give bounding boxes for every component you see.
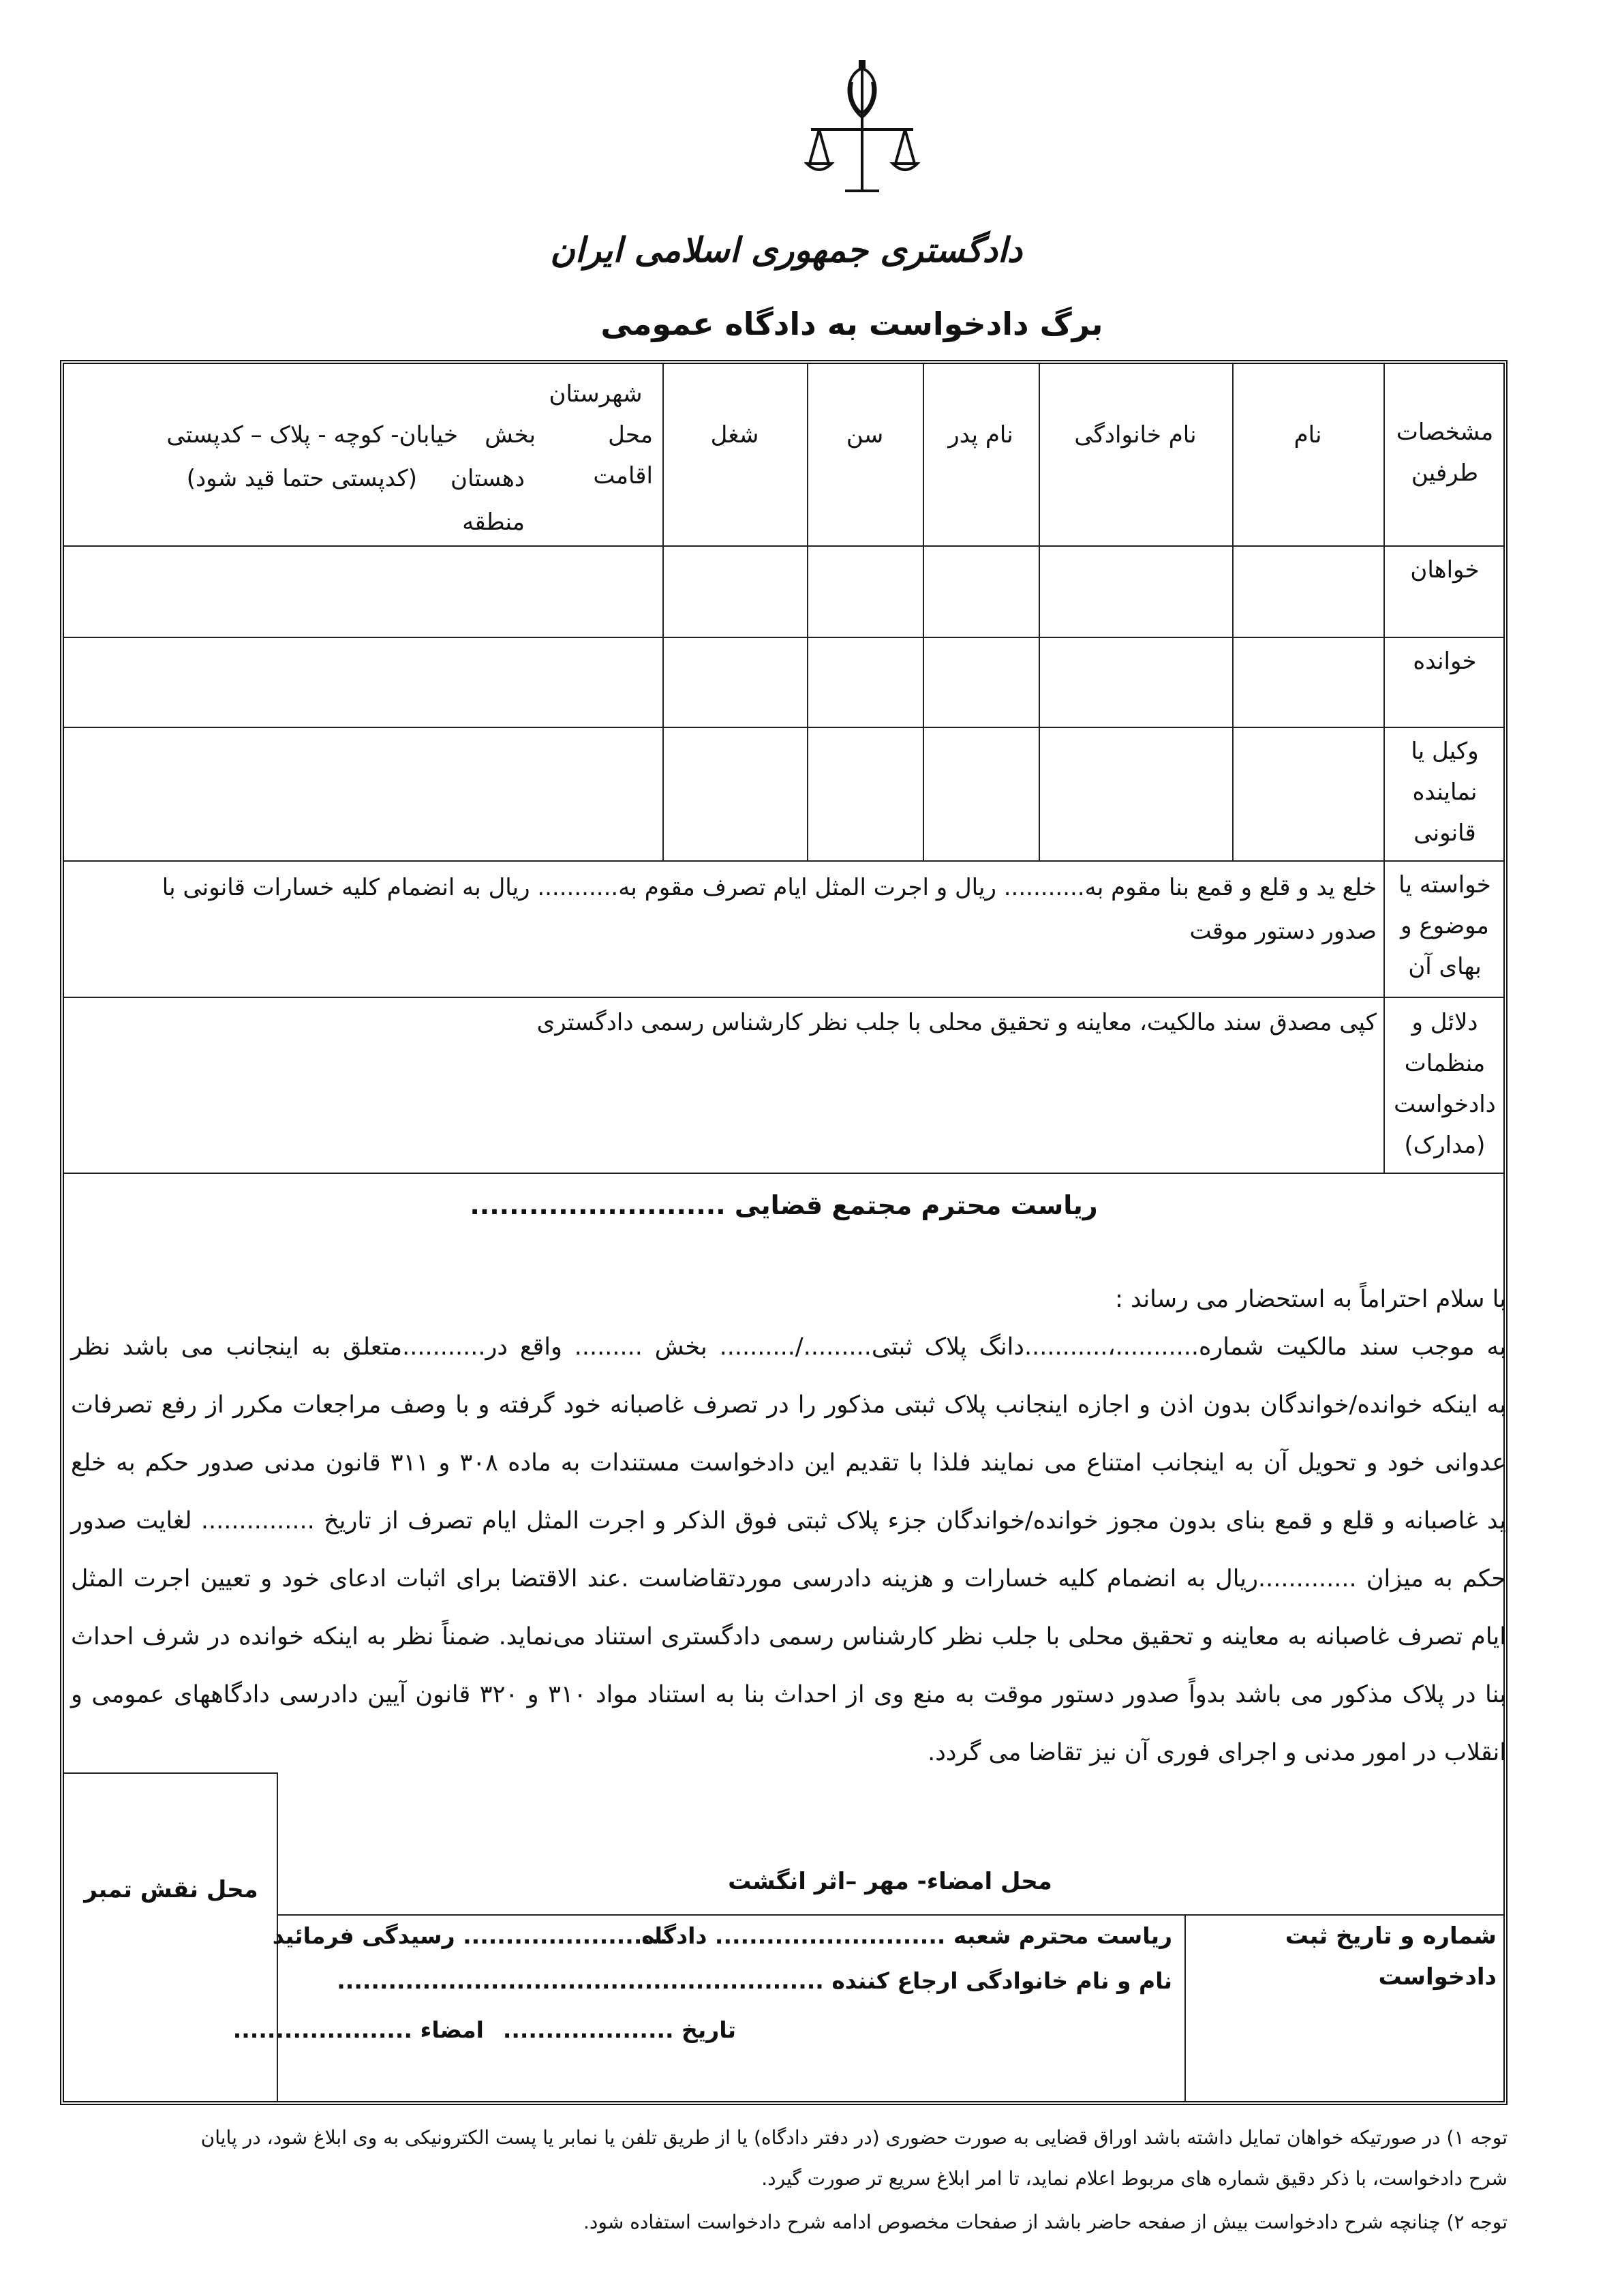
note-1-cont: شرح دادخواست، با ذکر دقیق شماره های مربوط اعلام نماید، تا امر ابلاغ سریع تر صورت گیرد. <box>761 2167 1508 2190</box>
scales-of-justice-icon <box>804 55 920 205</box>
petition-line: ایام تصرف غاصبانه به معاینه و تحقیق محلی با جلب نظر کارشناس رسمی دادگستری استناد می‌نماید. ضمناً نظر به اینکه خوانده در شرف احداث <box>71 1623 1506 1650</box>
divider <box>64 727 1503 728</box>
divider <box>64 545 1503 547</box>
registration-label: شماره و تاریخ ثبت دادخواست <box>1285 1922 1497 1991</box>
claim-label: خواسته یا موضوع و بهای آن <box>1398 871 1491 980</box>
petition-line: به موجب سند مالکیت شماره...........،...........دانگ پلاک ثبتی........./.......... بخش ......... واقع در...........متعلق به اینجانب می باشد نظر <box>71 1333 1506 1361</box>
petition-line: ید غاصبانه و قلع و قمع بنای بدون مجوز خوانده/خواندگان جزء پلاک ثبتی فوق الذکر و اجرت المثل ایام تصرف از تاریخ ............... لغایت صدور <box>71 1507 1506 1535</box>
referral-request: ........................ رسیدگی فرمائید <box>272 1922 668 1949</box>
divider <box>64 1173 1503 1174</box>
note-2: توجه ۲) چنانچه شرح دادخواست بیش از صفحه حاضر باشد از صفحات مخصوص ادامه شرح دادخواست استفاده شود. <box>583 2211 1508 2233</box>
referral-sign: امضاء ..................... <box>232 2016 484 2043</box>
row-attorney: وکیل یا نماینده قانونی <box>1411 738 1479 847</box>
stamp-place: محل نقش تمبر <box>84 1876 258 1903</box>
divider <box>64 997 1503 998</box>
referral-branch: ریاست محترم شعبه ........................... دادگاه <box>641 1922 1172 1949</box>
col-father-name: نام پدر <box>948 421 1013 449</box>
divider <box>1184 1914 1186 2101</box>
evidence-text: کپی مصدق سند مالکیت، معاینه و تحقیق محلی با جلب نظر کارشناس رسمی دادگستری <box>536 1009 1377 1036</box>
petition-salutation: ریاست محترم مجتمع قضایی .......................... <box>470 1190 1098 1220</box>
col-occupation: شغل <box>710 421 759 449</box>
signature-place: محل امضاء- مهر –اثر انگشت <box>728 1868 1052 1895</box>
referrer-name: نام و نام خانوادگی ارجاع کننده ......................................................... <box>337 1967 1172 1994</box>
petition-line: به اینکه خوانده/خواندگان بدون اذن و اجازه اینجانب پلاک ثبتی مذکور را در تصرف غاصبانه خود گرفته و با وصف مراجعات مکرر از رفع تصرفات <box>71 1391 1506 1419</box>
col-last-name: نام خانوادگی <box>1074 421 1197 449</box>
org-name: دادگستری جمهوری اسلامی ایران <box>550 230 1022 270</box>
petition-line-last: انقلاب در امور مدنی و اجرای فوری آن نیز تقاضا می گردد. <box>928 1739 1506 1766</box>
col-first-name: نام <box>1294 421 1322 449</box>
referral-date: تاریخ .................... <box>502 2016 736 2043</box>
col-specs: مشخصات طرفین <box>1396 419 1494 487</box>
justice-emblem <box>804 55 920 205</box>
col-age: سن <box>846 421 884 449</box>
evidence-label: دلائل و منظمات دادخواست (مدارک) <box>1394 1009 1496 1159</box>
row-plaintiff: خواهان <box>1410 556 1480 584</box>
claim-line-2: صدور دستور موقت <box>1189 918 1377 945</box>
divider <box>64 637 1503 638</box>
petition-line: بنا در پلاک مذکور می باشد بدواً صدور دستور موقت به منع وی از احداث بنا به استناد مواد ۳۱۰ و ۳۲۰ قانون آیین دادرسی دادگاههای عمومی و <box>71 1681 1506 1708</box>
petition-line: حکم به میزان .............ریال به انضمام کلیه خسارات و هزینه دادرسی موردتقاضاست .عند الاقتضا برای اثبات ادعای خود و تعیین اجرت المثل <box>71 1565 1506 1592</box>
note-1: توجه ۱) در صورتیکه خواهان تمایل داشته باشد اوراق قضایی به صورت حضوری (در دفتر دادگاه) یا از طریق تلفن یا نمابر یا پست الکترونیکی به وی ابلاغ شود، در پایان <box>200 2126 1508 2149</box>
row-defendant: خوانده <box>1413 648 1477 675</box>
petition-line: عدوانی خود و تحویل آن به اینجانب امتناع می نمایند فلذا با تقدیم این دادخواست مستندات به ماده ۳۰۸ و ۳۱۱ قانون مدنی صدور حکم به خلع <box>71 1449 1507 1477</box>
divider <box>64 860 1503 862</box>
claim-line-1: خلع ید و قلع و قمع بنا مقوم به........... ریال و اجرت المثل ایام تصرف مقوم به........... ریال به انضمام کلیه خسارات قانونی با <box>162 874 1377 901</box>
divider <box>1383 364 1385 1173</box>
form-title: برگ دادخواست به دادگاه عمومی <box>600 305 1103 342</box>
petition-opening: با سلام احتراماً به استحضار می رساند : <box>1115 1286 1506 1313</box>
